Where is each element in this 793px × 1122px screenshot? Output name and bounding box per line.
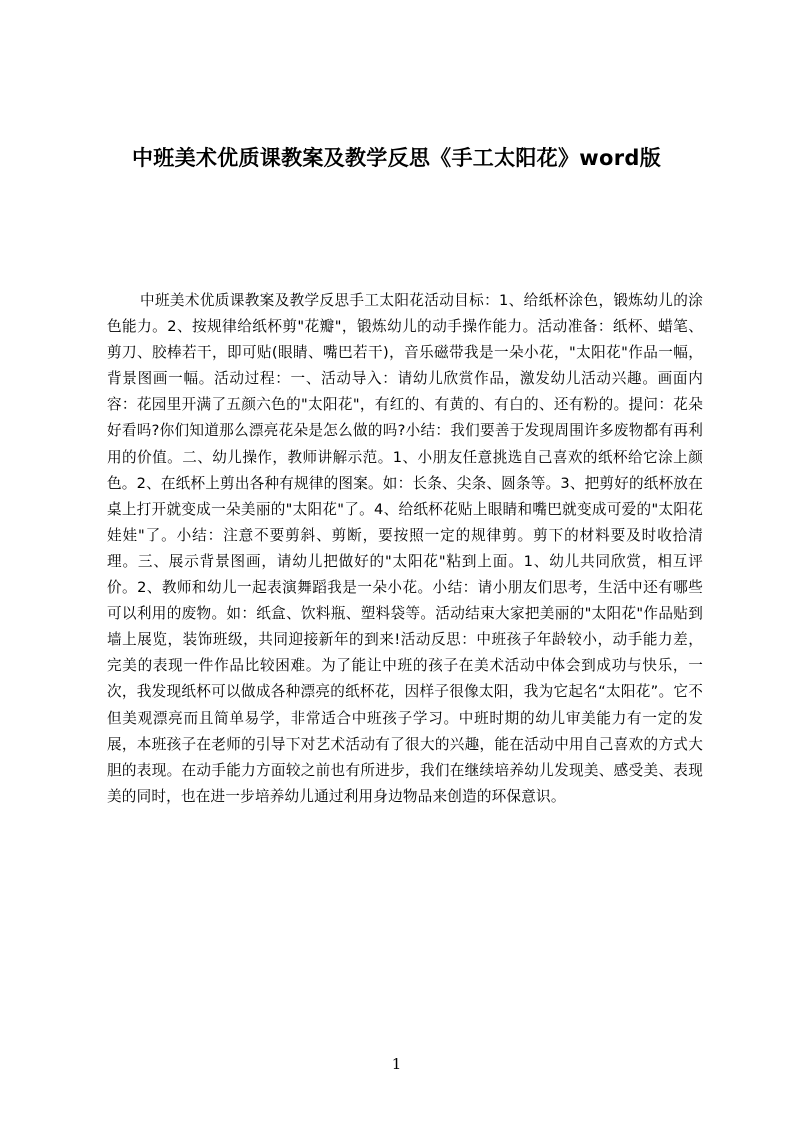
- document-title: 中班美术优质课教案及教学反思《手工太阳花》word版: [131, 146, 661, 170]
- body-paragraph: 中班美术优质课教案及教学反思手工太阳花活动目标：1、给纸杯涂色，锻炼幼儿的涂色能力。2、按规律给纸杯剪"花瓣"，锻炼幼儿的动手操作能力。活动准备：纸杯、蜡笔、剪刀、胶棒若干，即可贴(眼睛、嘴巴若干)，音乐磁带我是一朵小花，"太阳花"作品一幅，背景图画一幅。活动过程：一、活动导入：请幼儿欣赏作品，激发幼儿活动兴趣。画面内容：花园里开满了五颜六色的"太阳花"，有红的、有黄的、有白的、还有粉的。提问：花朵好看吗?你们知道那么漂亮花朵是怎么做的吗?小结：我们要善于发现周围许多废物都有再利用的价值。二、幼儿操作，教师讲解示范。1、小朋友任意挑选自己喜欢的纸杯给它涂上颜色。2、在纸杯上剪出各种有规律的图案。如：长条、尖条、圆条等。3、把剪好的纸杯放在桌上打开就变成一朵美丽的"太阳花"了。4、给纸杯花贴上眼睛和嘴巴就变成可爱的"太阳花娃娃"了。小结：注意不要剪斜、剪断，要按照一定的规律剪。剪下的材料要及时收拾清理。三、展示背景图画，请幼儿把做好的"太阳花"粘到上面。1、幼儿共同欣赏，相互评价。2、教师和幼儿一起表演舞蹈我是一朵小花。小结：请小朋友们思考，生活中还有哪些可以利用的废物。如：纸盒、饮料瓶、塑料袋等。活动结束大家把美丽的"太阳花"作品贴到墙上展览，装饰班级，共同迎接新年的到来!活动反思：中班孩子年龄较小，动手能力差，完美的表现一件作品比较困难。为了能让中班的孩子在美术活动中体会到成功与快乐，一次，我发现纸杯可以做成各种漂亮的纸杯花，因样子很像太阳，我为它起名“太阳花”。它不但美观漂亮而且简单易学，非常适合中班孩子学习。中班时期的幼儿审美能力有一定的发展，本班孩子在老师的引导下对艺术活动有了很大的兴趣，能在活动中用自己喜欢的方式大胆的表现。在动手能力方面较之前也有所进步，我们在继续培养幼儿发现美、感受美、表现美的同时，也在进一步培养幼儿通过利用身边物品来创造的环保意识。: [107, 292, 703, 805]
- document-body: [107, 288, 703, 888]
- page-number: 1: [391, 1055, 402, 1073]
